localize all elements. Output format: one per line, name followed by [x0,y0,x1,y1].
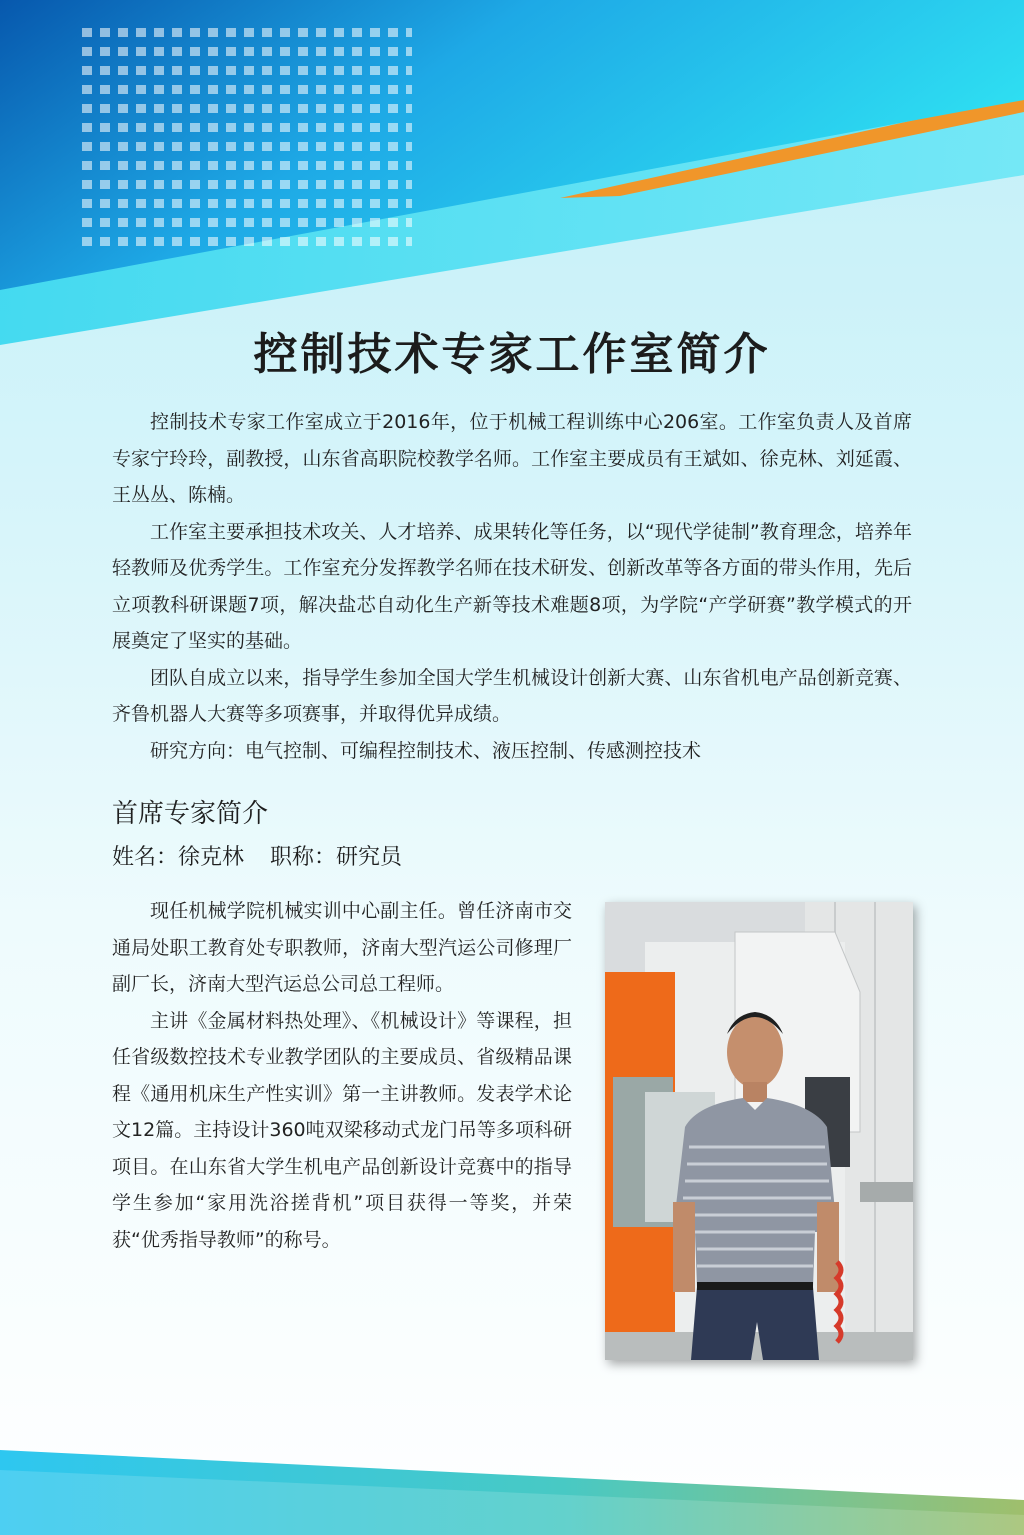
research-direction: 研究方向：电气控制、可编程控制技术、液压控制、传感测控技术 [150,739,702,762]
page-title: 控制技术专家工作室简介 [253,329,771,380]
bio-paragraph-2: 主讲《金属材料热处理》、《机械设计》等课程，担任省级数控技术专业教学团队的主要成员、省级精品课程《通用机床生产性实训》第一主讲教师。发表学术论文12篇。主持设计360吨双梁移动式龙门吊等多项科研项目。在山东省大学生机电产品创新设计竞赛中的指导学生参加“家用洗浴搓背机”项目获得一等奖，并荣获“优秀指导教师”的称号。 [112,1009,572,1251]
intro-paragraph-3: 团队自成立以来，指导学生参加全国大学生机械设计创新大赛、山东省机电产品创新竞赛、齐鲁机器人大赛等多项赛事，并取得优异成绩。 [112,666,912,725]
expert-bio [112,893,572,1258]
expert-position: 职称：研究员 [270,845,403,870]
expert-section-title: 首席专家简介 [112,799,269,829]
intro-paragraph-2: 工作室主要承担技术攻关、人才培养、成果转化等任务，以“现代学徒制”教育理念，培养年轻教师及优秀学生。工作室充分发挥教学名师在技术研发、创新改革等各方面的带头作用，先后立项教科研课题7项，解决盐芯自动化生产新等技术难题8项，为学院“产学研赛”教学模式的开展奠定了坚实的基础。 [112,520,912,652]
intro-paragraph-1: 控制技术专家工作室成立于2016年，位于机械工程训练中心206室。工作室负责人及首席专家宁玲玲，副教授，山东省高职院校教学名师。工作室主要成员有王斌如、徐克林、刘延霞、王丛丛、陈楠。 [112,411,912,506]
portrait-photo-icon [605,902,913,1360]
expert-photo [605,902,913,1360]
bio-paragraph-1: 现任机械学院机械实训中心副主任。曾任济南市交通局处职工教育处专职教师，济南大型汽运公司修理厂副厂长，济南大型汽运总公司总工程师。 [112,900,572,995]
expert-name: 姓名：徐克林 [112,845,245,870]
expert-name-line [112,840,428,871]
intro-section [112,404,912,769]
